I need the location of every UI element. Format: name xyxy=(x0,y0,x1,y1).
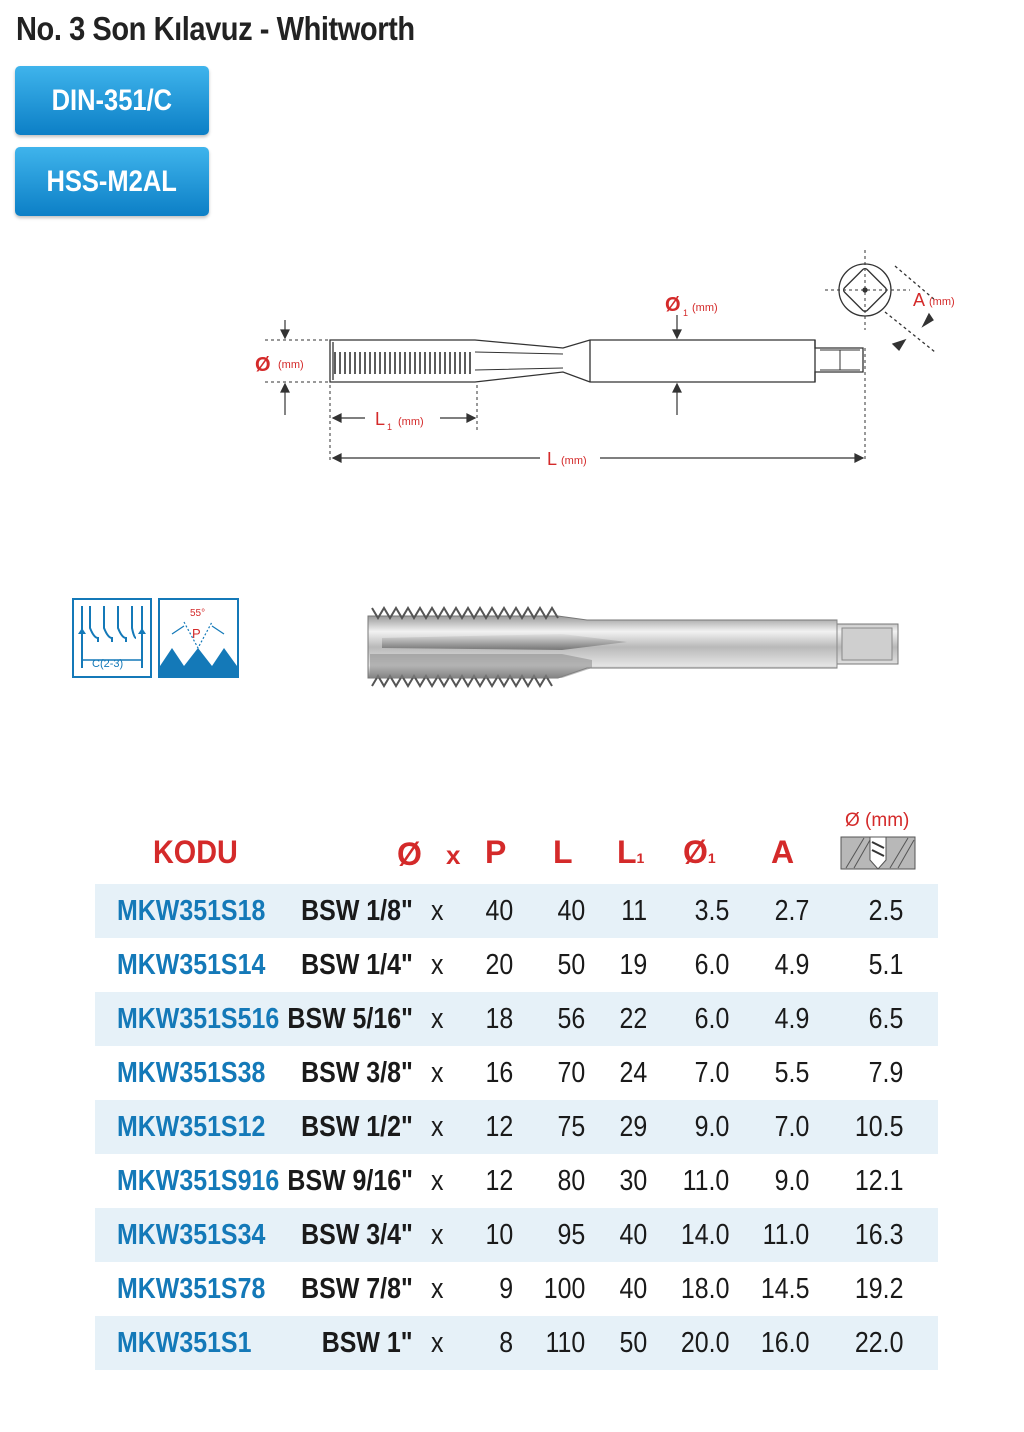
length: 110 xyxy=(545,1327,585,1359)
table-header xyxy=(95,810,938,882)
l1-unit: (mm) xyxy=(398,416,424,428)
drill-diameter: 22.0 xyxy=(854,1327,903,1359)
shank-diameter: 18.0 xyxy=(680,1273,729,1305)
table-row xyxy=(95,1100,938,1154)
thread-length: 19 xyxy=(619,949,647,981)
tap-technical-drawing xyxy=(245,240,975,480)
product-code: MKW351S78 xyxy=(117,1273,266,1305)
table-row xyxy=(95,884,938,938)
drill-diameter: 2.5 xyxy=(868,895,903,927)
shank-diameter: 7.0 xyxy=(694,1057,729,1089)
thread-length: 22 xyxy=(619,1003,647,1035)
length: 75 xyxy=(557,1111,585,1143)
thread-size: BSW 7/8" xyxy=(301,1273,413,1305)
length: 80 xyxy=(557,1165,585,1197)
drill-diameter: 7.9 xyxy=(868,1057,903,1089)
a-unit: (mm) xyxy=(929,296,955,308)
square-size: 4.9 xyxy=(774,949,809,981)
product-code: MKW351S18 xyxy=(117,895,266,927)
header-thread-length: L1 xyxy=(617,834,645,870)
drill-diameter: 10.5 xyxy=(854,1111,903,1143)
shank-diameter: 11.0 xyxy=(682,1165,729,1197)
product-code: MKW351S14 xyxy=(117,949,266,981)
thread-angle-icon xyxy=(159,599,238,677)
thread-size: BSW 3/8" xyxy=(301,1057,413,1089)
tap-product-photo xyxy=(362,596,904,692)
thread-length: 40 xyxy=(619,1273,647,1305)
product-code: MKW351S516 xyxy=(117,1003,280,1035)
square-size: 9.0 xyxy=(774,1165,809,1197)
threads-per-inch: 40 xyxy=(485,895,513,927)
threads-per-inch: 20 xyxy=(485,949,513,981)
square-size: 5.5 xyxy=(774,1057,809,1089)
threads-per-inch: 12 xyxy=(485,1165,513,1197)
threads-per-inch: 8 xyxy=(499,1327,513,1359)
header-x: x xyxy=(446,840,461,870)
table-row xyxy=(95,938,938,992)
header-length: L xyxy=(553,834,573,870)
thread-size: BSW 3/4" xyxy=(301,1219,413,1251)
drill-diameter: 19.2 xyxy=(854,1273,903,1305)
table-row xyxy=(95,1154,938,1208)
table-row xyxy=(95,1208,938,1262)
d1-sub: 1 xyxy=(683,308,689,318)
l-label: L xyxy=(547,449,558,469)
thread-size: BSW 9/16" xyxy=(287,1165,413,1197)
pitch-label: P xyxy=(192,626,201,641)
chamfer-icon xyxy=(73,599,151,677)
times-sign: x xyxy=(430,1165,444,1197)
table-row xyxy=(95,1316,938,1370)
product-code: MKW351S916 xyxy=(117,1165,280,1197)
header-code: KODU xyxy=(153,834,238,870)
product-code: MKW351S12 xyxy=(117,1111,266,1143)
thread-length: 40 xyxy=(619,1219,647,1251)
l1-sub: 1 xyxy=(387,422,393,432)
times-sign: x xyxy=(430,1273,444,1305)
thread-hatch xyxy=(335,352,470,374)
chamfer-label: C(2-3) xyxy=(92,658,124,670)
shank-diameter: 3.5 xyxy=(694,895,729,927)
square-size: 11.0 xyxy=(762,1219,809,1251)
thread-size: BSW 1/8" xyxy=(301,895,413,927)
shank-diameter: 6.0 xyxy=(694,1003,729,1035)
threads-per-inch: 9 xyxy=(499,1273,513,1305)
l-unit: (mm) xyxy=(561,455,587,467)
shank-diameter: 20.0 xyxy=(680,1327,729,1359)
square-size: 4.9 xyxy=(774,1003,809,1035)
d1-label: Ø xyxy=(665,294,681,316)
shank-diameter: 9.0 xyxy=(694,1111,729,1143)
thread-length: 24 xyxy=(619,1057,647,1089)
standard-badge: DIN-351/C xyxy=(15,66,209,135)
thread-size: BSW 1" xyxy=(322,1327,413,1359)
thread-length: 50 xyxy=(619,1327,647,1359)
material-badge: HSS-M2AL xyxy=(15,147,209,216)
diameter-label: Ø xyxy=(255,354,271,376)
header-diameter: Ø xyxy=(397,836,422,872)
product-code: MKW351S34 xyxy=(117,1219,266,1251)
diameter-unit: (mm) xyxy=(278,359,304,371)
length: 70 xyxy=(557,1057,585,1089)
length: 56 xyxy=(557,1003,585,1035)
header-shank-diameter: Ø1 xyxy=(683,834,716,870)
thread-size: BSW 1/2" xyxy=(301,1111,413,1143)
angle-label: 55° xyxy=(190,608,206,619)
drill-diameter: 12.1 xyxy=(854,1165,903,1197)
product-code: MKW351S1 xyxy=(117,1327,252,1359)
times-sign: x xyxy=(430,1219,444,1251)
threads-per-inch: 12 xyxy=(485,1111,513,1143)
thread-size: BSW 1/4" xyxy=(301,949,413,981)
drill-diameter: 5.1 xyxy=(868,949,903,981)
d1-unit: (mm) xyxy=(692,302,718,314)
thread-profile-icons xyxy=(72,598,240,680)
drill-hole-icon xyxy=(840,836,916,870)
thread-size: BSW 5/16" xyxy=(287,1003,413,1035)
product-table xyxy=(95,884,938,1370)
drill-diameter: 16.3 xyxy=(854,1219,903,1251)
drill-diameter: 6.5 xyxy=(868,1003,903,1035)
thread-length: 30 xyxy=(619,1165,647,1197)
threads-per-inch: 18 xyxy=(485,1003,513,1035)
square-size: 14.5 xyxy=(760,1273,809,1305)
times-sign: x xyxy=(430,1003,444,1035)
a-label: A xyxy=(913,290,926,310)
times-sign: x xyxy=(430,1057,444,1089)
times-sign: x xyxy=(430,1327,444,1359)
thread-length: 29 xyxy=(619,1111,647,1143)
table-row xyxy=(95,992,938,1046)
header-pitch: P xyxy=(485,834,507,870)
square-size: 16.0 xyxy=(760,1327,809,1359)
table-row xyxy=(95,1262,938,1316)
threads-per-inch: 16 xyxy=(485,1057,513,1089)
l1-label: L xyxy=(375,409,386,429)
thread-length: 11 xyxy=(621,895,647,927)
page-title: No. 3 Son Kılavuz - Whitworth xyxy=(16,10,415,47)
shank-diameter: 6.0 xyxy=(694,949,729,981)
length: 95 xyxy=(557,1219,585,1251)
length: 50 xyxy=(557,949,585,981)
times-sign: x xyxy=(430,895,444,927)
header-square: A xyxy=(771,834,795,870)
threads-per-inch: 10 xyxy=(485,1219,513,1251)
table-row xyxy=(95,1046,938,1100)
product-code: MKW351S38 xyxy=(117,1057,266,1089)
header-drill: Ø (mm) xyxy=(845,810,910,831)
shank-diameter: 14.0 xyxy=(680,1219,729,1251)
square-size: 2.7 xyxy=(774,895,809,927)
times-sign: x xyxy=(430,949,444,981)
square-size: 7.0 xyxy=(774,1111,809,1143)
length: 100 xyxy=(543,1273,585,1305)
length: 40 xyxy=(557,895,585,927)
times-sign: x xyxy=(430,1111,444,1143)
